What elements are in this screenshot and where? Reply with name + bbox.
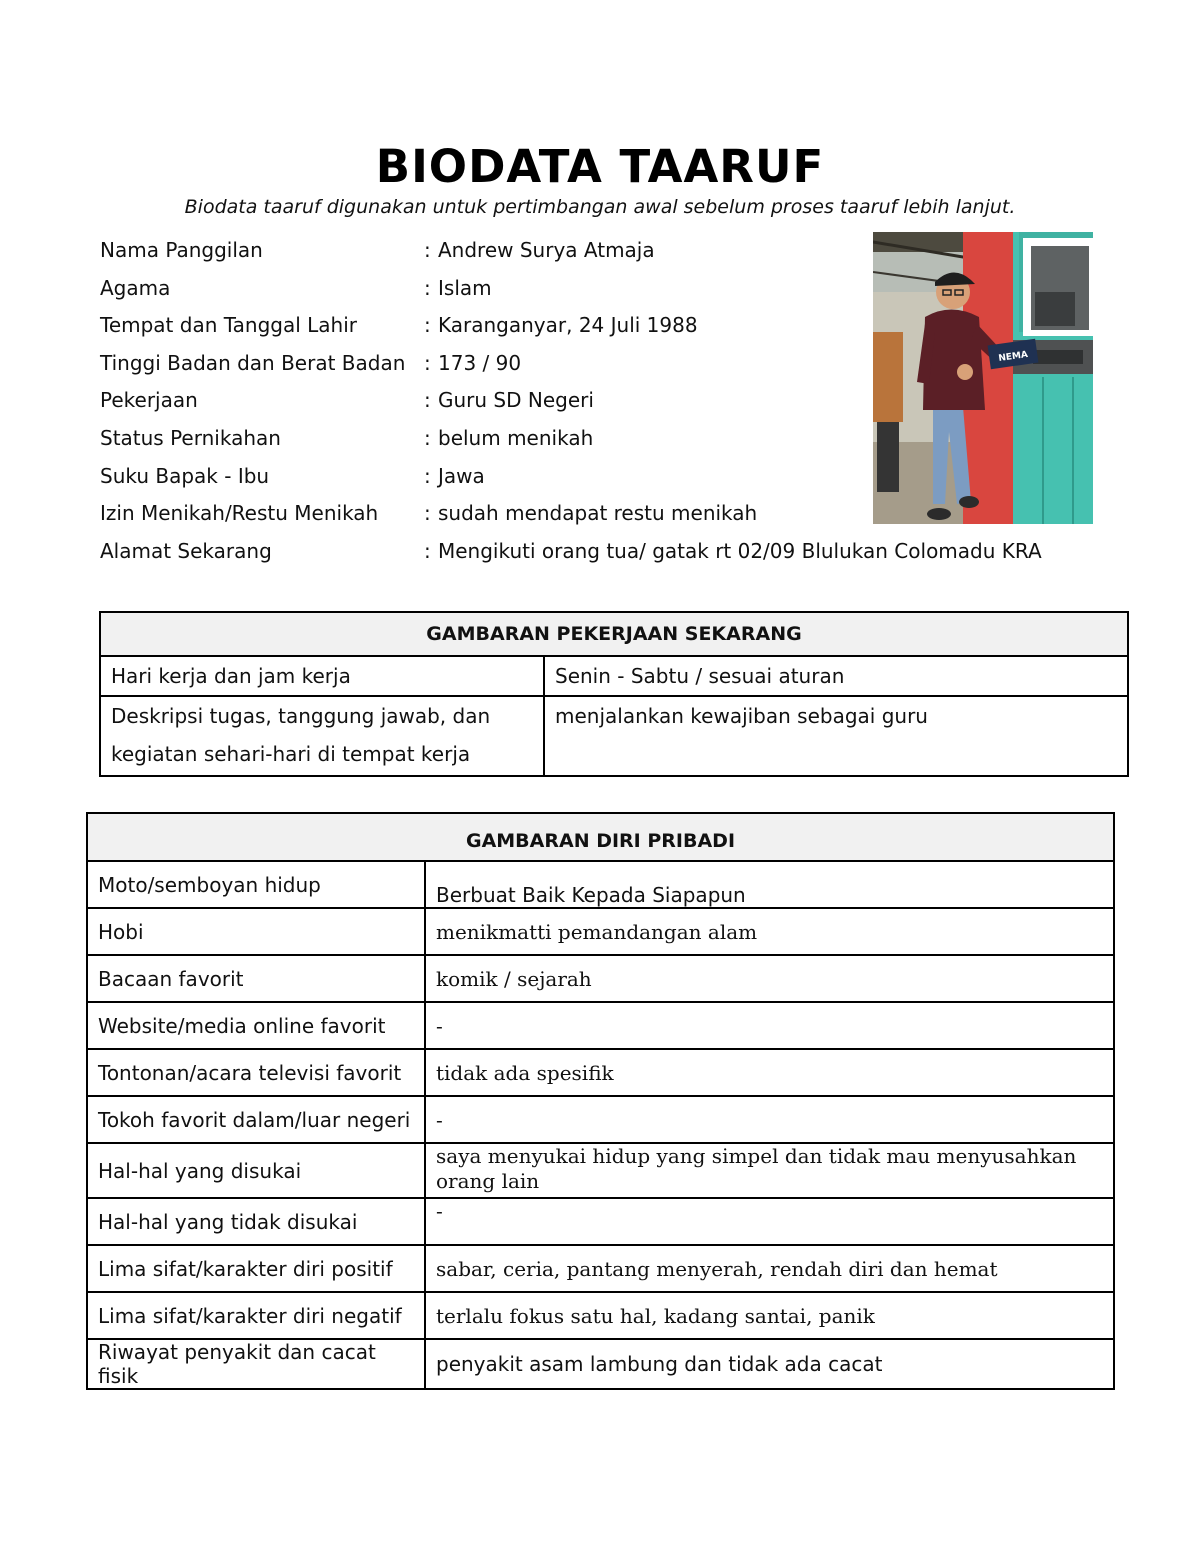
profile-label: Alamat Sekarang xyxy=(100,538,272,563)
work-label: Deskripsi tugas, tanggung jawab, dan kegiatan sehari-hari di tempat kerja xyxy=(100,696,544,776)
profile-separator: : xyxy=(424,538,431,563)
work-value: Senin - Sabtu / sesuai aturan xyxy=(544,656,1128,696)
self-value: sabar, ceria, pantang menyerah, rendah diri dan hemat xyxy=(425,1245,1114,1292)
profile-label: Tempat dan Tanggal Lahir xyxy=(100,313,357,338)
profile-photo xyxy=(873,232,1093,524)
self-table-title: GAMBARAN DIRI PRIBADI xyxy=(87,813,1114,861)
work-label: Hari kerja dan jam kerja xyxy=(100,656,544,696)
profile-photo-illustration xyxy=(873,232,1093,524)
self-label: Lima sifat/karakter diri negatif xyxy=(87,1292,425,1339)
work-table xyxy=(99,611,1129,777)
self-value: terlalu fokus satu hal, kadang santai, panik xyxy=(425,1292,1114,1339)
profile-label: Status Pernikahan xyxy=(100,425,281,450)
profile-value: Mengikuti orang tua/ gatak rt 02/09 Blulukan Colomadu KRA xyxy=(438,538,1042,563)
self-label: Tontonan/acara televisi favorit xyxy=(87,1049,425,1096)
work-table-title: GAMBARAN PEKERJAAN SEKARANG xyxy=(100,612,1128,656)
profile-value: Jawa xyxy=(438,463,485,488)
self-label: Hobi xyxy=(87,908,425,955)
profile-value: belum menikah xyxy=(438,425,594,450)
profile-separator: : xyxy=(424,463,431,488)
profile-label: Agama xyxy=(100,275,171,300)
profile-value: Islam xyxy=(438,275,492,300)
profile-separator: : xyxy=(424,425,431,450)
self-value: - xyxy=(425,1198,1114,1245)
self-table xyxy=(86,812,1115,1390)
profile-value: Andrew Surya Atmaja xyxy=(438,238,655,262)
profile-separator: : xyxy=(424,238,431,262)
self-value: tidak ada spesifik xyxy=(425,1049,1114,1096)
self-label: Riwayat penyakit dan cacat fisik xyxy=(87,1339,425,1389)
profile-separator: : xyxy=(424,275,431,300)
self-label: Website/media online favorit xyxy=(87,1002,425,1049)
profile-value: sudah mendapat restu menikah xyxy=(438,501,758,526)
profile-separator: : xyxy=(424,313,431,338)
profile-label: Tinggi Badan dan Berat Badan xyxy=(100,350,406,375)
self-label: Moto/semboyan hidup xyxy=(87,861,425,908)
profile-label: Nama Panggilan xyxy=(100,238,263,262)
self-value: - xyxy=(425,1096,1114,1143)
page-title: BIODATA TAARUF xyxy=(375,140,825,193)
profile-value: Guru SD Negeri xyxy=(438,388,594,413)
profile-value: 173 / 90 xyxy=(438,350,522,375)
self-value: komik / sejarah xyxy=(425,955,1114,1002)
profile-separator: : xyxy=(424,388,431,413)
profile-value: Karanganyar, 24 Juli 1988 xyxy=(438,313,698,338)
self-label: Lima sifat/karakter diri positif xyxy=(87,1245,425,1292)
self-label: Hal-hal yang disukai xyxy=(87,1143,425,1198)
self-label: Hal-hal yang tidak disukai xyxy=(87,1198,425,1245)
page-subtitle: Biodata taaruf digunakan untuk pertimbangan awal sebelum proses taaruf lebih lanjut. xyxy=(184,196,1016,218)
profile-label: Suku Bapak - Ibu xyxy=(100,463,270,488)
work-value: menjalankan kewajiban sebagai guru xyxy=(544,696,1128,776)
self-label: Tokoh favorit dalam/luar negeri xyxy=(87,1096,425,1143)
profile-separator: : xyxy=(424,501,431,526)
self-value: penyakit asam lambung dan tidak ada cacat xyxy=(425,1339,1114,1389)
profile-separator: : xyxy=(424,350,431,375)
profile-row-address xyxy=(100,533,1060,571)
self-value: Berbuat Baik Kepada Siapapun xyxy=(425,861,1114,908)
self-value: - xyxy=(425,1002,1114,1049)
self-value: saya menyukai hidup yang simpel dan tidak mau menyusahkan orang lain xyxy=(425,1143,1114,1198)
profile-label: Izin Menikah/Restu Menikah xyxy=(100,501,379,526)
self-label: Bacaan favorit xyxy=(87,955,425,1002)
profile-label: Pekerjaan xyxy=(100,388,198,413)
photo-sign-text: NEMA xyxy=(997,349,1029,365)
self-value: menikmatti pemandangan alam xyxy=(425,908,1114,955)
